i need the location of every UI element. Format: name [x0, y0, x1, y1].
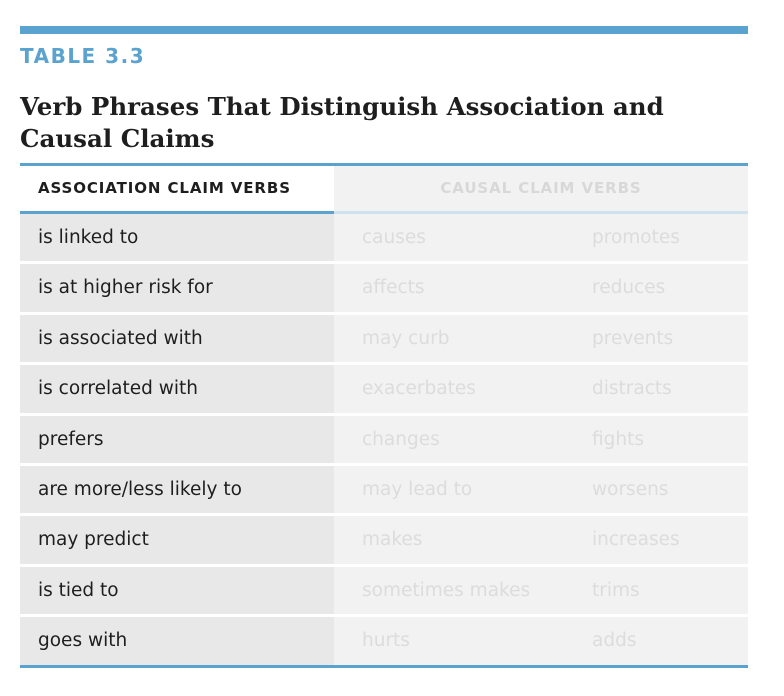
causal-verb: may lead to [362, 478, 473, 500]
causal-verb: adds [592, 630, 637, 652]
table-row [20, 264, 748, 314]
table-header-row [20, 166, 748, 214]
association-verb-cell: is correlated with [20, 365, 352, 415]
causal-verb: prevents [592, 327, 674, 349]
causal-verb: trims [592, 579, 640, 601]
top-rule [20, 26, 748, 34]
association-verb-cell: may predict [20, 516, 352, 566]
causal-verbs-cell [334, 315, 748, 365]
table-row [20, 567, 748, 617]
causal-verb: reduces [592, 277, 666, 299]
table-row [20, 516, 748, 566]
table-title: Verb Phrases That Distinguish Association and Causal Claims [20, 92, 664, 153]
causal-verb: may curb [362, 327, 450, 349]
header-causal-claim-verbs: CAUSAL CLAIM VERBS [334, 166, 748, 214]
causal-verbs-cell [334, 567, 748, 617]
association-verb-cell: prefers [20, 416, 352, 466]
table-row [20, 315, 748, 365]
causal-verbs-cell [334, 516, 748, 566]
table-row [20, 466, 748, 516]
causal-verb: causes [362, 227, 426, 248]
association-verb-cell: is tied to [20, 567, 352, 617]
causal-verbs-cell [334, 264, 748, 314]
causal-verb: fights [592, 428, 645, 450]
causal-verb: makes [362, 529, 423, 551]
table-label: TABLE 3.3 [20, 44, 146, 68]
causal-verb: worsens [592, 478, 669, 500]
causal-verbs-cell [334, 365, 748, 415]
causal-verbs-cell [334, 416, 748, 466]
verb-phrases-table [20, 166, 748, 668]
table-body [20, 214, 748, 668]
causal-verb: changes [362, 428, 440, 450]
table-row [20, 214, 748, 264]
causal-verbs-cell [334, 617, 748, 667]
association-verb-cell: is linked to [20, 214, 352, 264]
table-row [20, 416, 748, 466]
causal-verb: sometimes makes [362, 579, 531, 601]
association-verb-cell: are more/less likely to [20, 466, 352, 516]
causal-verb: increases [592, 529, 680, 551]
association-verb-cell: is associated with [20, 315, 352, 365]
causal-verb: hurts [362, 630, 410, 652]
causal-verb: affects [362, 277, 425, 299]
causal-verb: exacerbates [362, 378, 476, 400]
table-row [20, 617, 748, 667]
causal-verbs-cell [334, 214, 748, 264]
association-verb-cell: is at higher risk for [20, 264, 352, 314]
causal-verb: promotes [592, 227, 680, 248]
causal-verbs-cell [334, 466, 748, 516]
table-row [20, 365, 748, 415]
causal-verb: distracts [592, 378, 672, 400]
association-verb-cell: goes with [20, 617, 352, 667]
header-association-claim-verbs: ASSOCIATION CLAIM VERBS [20, 166, 352, 214]
